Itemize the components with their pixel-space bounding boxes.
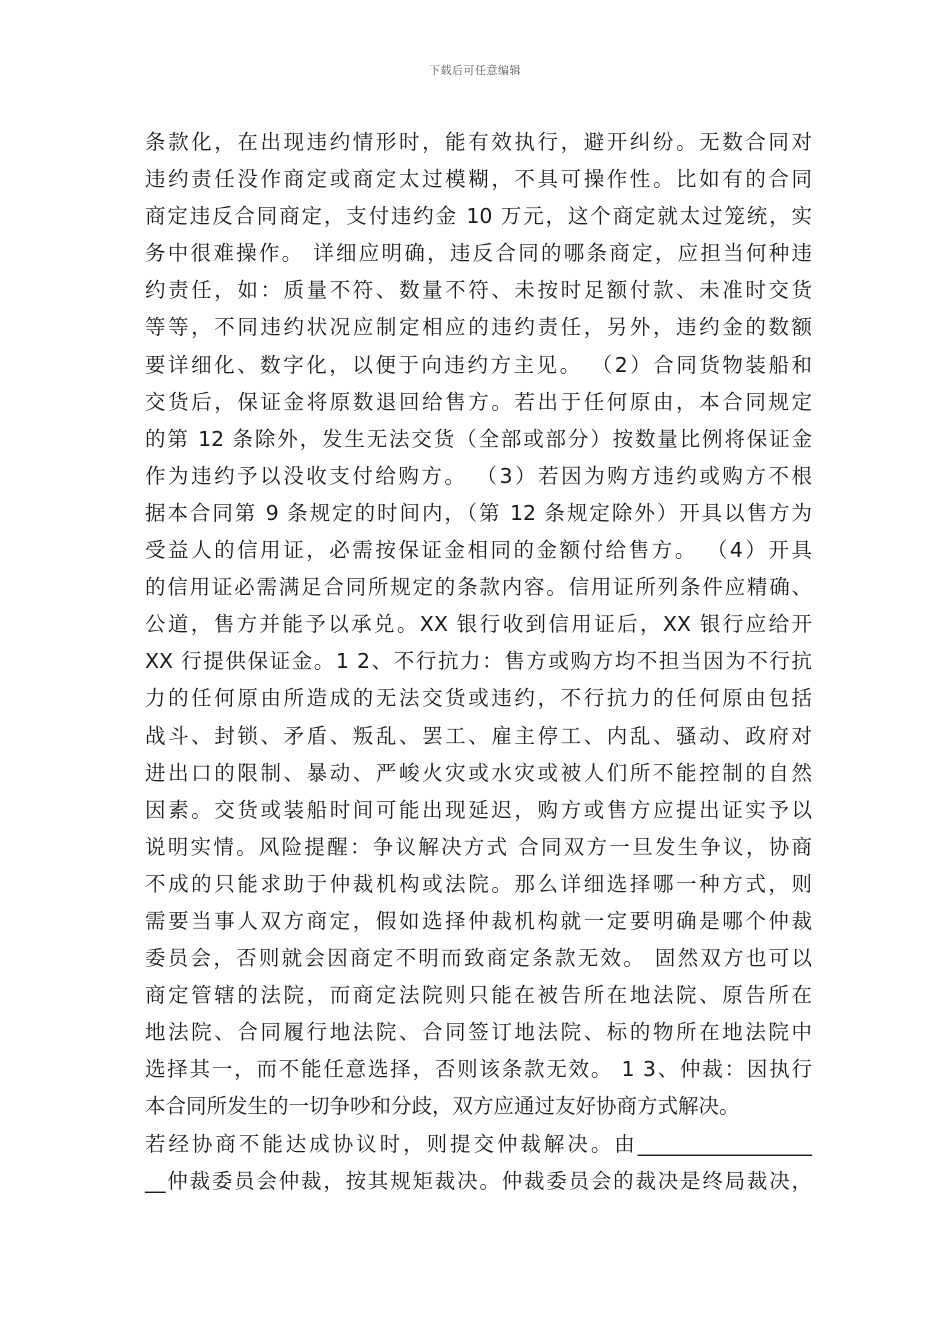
body-line: 本合同所发生的一切争吵和分歧，双方应通过友好协商方式解决。 bbox=[145, 1094, 740, 1119]
body-line: 务中很难操作。 详细应明确，违反合同的哪条商定，应担当何种违 bbox=[145, 241, 812, 266]
body-line: 商定违反合同商定，支付违约金 10 万元，这个商定就太过笼统，实 bbox=[145, 204, 812, 229]
body-line: 地法院、合同履行地法院、合同签订地法院、标的物所在地法院中 bbox=[145, 1020, 812, 1045]
body-line: 进出口的限制、暴动、严峻火灾或水灾或被人们所不能控制的自然 bbox=[145, 760, 812, 785]
body-line: 条款化，在出现违约情形时，能有效执行，避开纠纷。无数合同对 bbox=[145, 130, 812, 154]
body-line: 要详细化、数字化，以便于向违约方主见。 （2）合同货物装船和 bbox=[145, 352, 812, 377]
body-line: 委员会，否则就会因商定不明而致商定条款无效。 固然双方也可以 bbox=[145, 946, 812, 971]
body-line: 作为违约予以没收支付给购方。 （3）若因为购方违约或购方不根 bbox=[145, 463, 812, 488]
body-line: 需要当事人双方商定，假如选择仲裁机构就一定要明确是哪个仲裁 bbox=[145, 908, 812, 933]
body-line: 因素。交货或装船时间可能出现延迟，购方或售方应提出证实予以 bbox=[145, 797, 812, 822]
document-body bbox=[145, 124, 812, 1200]
body-line: __仲裁委员会仲裁，按其规矩裁决。仲裁委员会的裁决是终局裁决， bbox=[145, 1168, 812, 1193]
body-line: 据本合同第 9 条规定的时间内，（第 12 条规定除外）开具以售方为 bbox=[145, 500, 812, 525]
body-line: 等等，不同违约状况应制定相应的违约责任，另外，违约金的数额 bbox=[145, 315, 812, 340]
body-line: 商定管辖的法院，而商定法院则只能在被告所在地法院、原告所在 bbox=[145, 983, 812, 1008]
body-line: 的信用证必需满足合同所规定的条款内容。信用证所列条件应精确、 bbox=[145, 575, 812, 600]
body-line: 说明实情。风险提醒：争议解决方式 合同双方一旦发生争议，协商 bbox=[145, 834, 812, 859]
body-line: 公道，售方并能予以承兑。XX 银行收到信用证后，XX 银行应给开 bbox=[145, 612, 812, 637]
body-line: 约责任，如：质量不符、数量不符、未按时足额付款、未准时交货 bbox=[145, 278, 812, 303]
body-line: 的第 12 条除外，发生无法交货（全部或部分）按数量比例将保证金 bbox=[145, 426, 812, 451]
body-line: 违约责任没作商定或商定太过模糊，不具可操作性。比如有的合同 bbox=[145, 167, 812, 192]
page-header: 下载后可任意编辑 bbox=[429, 64, 521, 77]
body-line: XX 行提供保证金。1 2、不行抗力：售方或购方均不担当因为不行抗 bbox=[145, 649, 812, 674]
body-line: 若经协商不能达成协议时，则提交仲裁解决。由_________________ bbox=[145, 1131, 812, 1156]
body-line: 交货后，保证金将原数退回给售方。若出于任何原由，本合同规定 bbox=[145, 389, 812, 414]
body-line: 选择其一，而不能任意选择，否则该条款无效。 1 3、仲裁：因执行 bbox=[145, 1057, 812, 1082]
body-line: 力的任何原由所造成的无法交货或违约，不行抗力的任何原由包括 bbox=[145, 686, 812, 711]
body-line: 不成的只能求助于仲裁机构或法院。那么详细选择哪一种方式，则 bbox=[145, 871, 812, 896]
body-line: 受益人的信用证，必需按保证金相同的金额付给售方。 （4）开具 bbox=[145, 538, 812, 563]
body-line: 战斗、封锁、矛盾、叛乱、罢工、雇主停工、内乱、骚动、政府对 bbox=[145, 723, 812, 748]
